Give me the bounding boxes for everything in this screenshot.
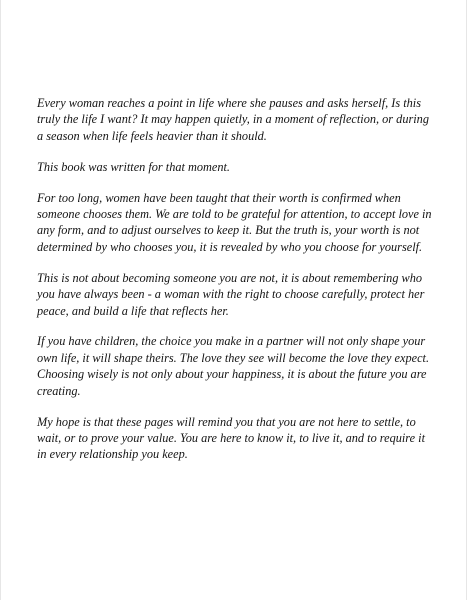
paragraph-1: Every woman reaches a point in life where she pauses and asks herself, Is this truly the life I want? It may happen quietly, in a moment of reflection, or during a season when life feels heavier than it should.	[37, 96, 429, 143]
paragraph-2: This book was written for that moment.	[37, 159, 231, 174]
document-body	[37, 95, 437, 477]
paragraph-5: If you have children, the choice you make in a partner will not only shape your own life, it will shape theirs. The love they see will become the love they expect. Choosing wisely is not only about your happiness, it is about the future you are creating.	[37, 334, 430, 398]
paragraph-6: My hope is that these pages will remind you that you are not here to settle, to wait, or to prove your value. You are here to know it, to live it, and to require it in every relationship you keep.	[37, 414, 425, 462]
paragraph-3: For too long, women have been taught that their worth is confirmed when someone chooses them. We are told to be grateful for attention, to accept love in any form, and to adjust ourselves to keep it. But the truth is, your worth is not determined by who chooses you, it is revealed by who you choose for yourself.	[37, 190, 432, 254]
paragraph-4: This is not about becoming someone you are not, it is about remembering who you have always been - a woman with the right to choose carefully, protect her peace, and build a life that reflects her.	[37, 270, 425, 318]
